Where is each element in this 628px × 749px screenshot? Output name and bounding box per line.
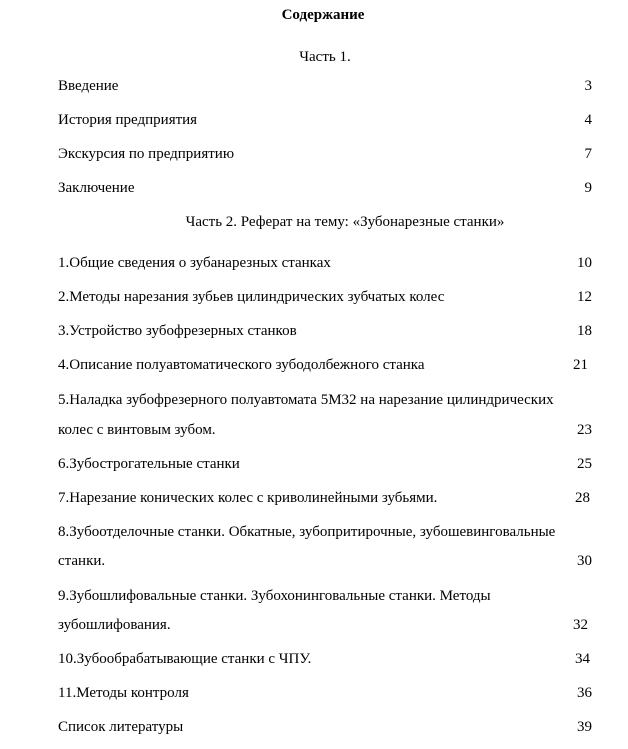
toc-entry-5-line2: колес с винтовым зубом. [58, 422, 216, 438]
toc-page-2: 12 [577, 289, 592, 305]
toc-page-1: 10 [577, 255, 592, 271]
part2-heading: Часть 2. Реферат на тему: «Зубонарезные станки» [185, 214, 505, 230]
toc-entry-conclusion: Заключение [58, 180, 135, 196]
toc-page-conclusion: 9 [584, 180, 592, 196]
toc-page-9: 32 [573, 617, 588, 633]
toc-page-5: 23 [577, 422, 592, 438]
toc-page-10: 34 [575, 651, 590, 667]
toc-entry-2: 2.Методы нарезания зубьев цилиндрических зубчатых колес [58, 289, 445, 305]
toc-entry-excursion: Экскурсия по предприятию [58, 146, 235, 162]
toc-page-4: 21 [573, 357, 588, 373]
toc-entry-8-line2: станки. [58, 553, 106, 569]
toc-page-history: 4 [584, 112, 592, 128]
toc-entry-intro: Введение [58, 78, 119, 94]
toc-entry-bibliography: Список литературы [58, 719, 184, 735]
toc-entry-9-line1: 9.Зубошлифовальные станки. Зубохонинговальные станки. Методы [58, 588, 491, 604]
toc-entry-9-line2: зубошлифования. [58, 617, 171, 633]
toc-page-11: 36 [577, 685, 592, 701]
toc-entry-6: 6.Зубострогательные станки [58, 456, 240, 472]
toc-page-excursion: 7 [584, 146, 592, 162]
toc-page-7: 28 [575, 490, 590, 506]
toc-page-8: 30 [577, 553, 592, 569]
toc-page-intro: 3 [584, 78, 592, 94]
toc-entry-11: 11.Методы контроля [58, 685, 189, 701]
toc-page-bibliography: 39 [577, 719, 592, 735]
toc-page-3: 18 [577, 323, 592, 339]
toc-entry-3: 3.Устройство зубофрезерных станков [58, 323, 297, 339]
toc-entry-7: 7.Нарезание конических колес с криволинейными зубьями. [58, 490, 438, 506]
toc-page-6: 25 [577, 456, 592, 472]
toc-entry-4: 4.Описание полуавтоматического зубодолбежного станка [58, 357, 425, 373]
toc-entry-history: История предприятия [58, 112, 198, 128]
part1-heading: Часть 1. [299, 49, 351, 65]
toc-entry-5-line1: 5.Наладка зубофрезерного полуавтомата 5М32 на нарезание цилиндрических [58, 392, 554, 408]
toc-entry-8-line1: 8.Зубоотделочные станки. Обкатные, зубопритирочные, зубошевинговальные [58, 524, 556, 540]
toc-entry-1: 1.Общие сведения о зубанарезных станках [58, 255, 331, 271]
page-title: Содержание [281, 7, 365, 23]
toc-entry-10: 10.Зубообрабатывающие станки с ЧПУ. [58, 651, 312, 667]
